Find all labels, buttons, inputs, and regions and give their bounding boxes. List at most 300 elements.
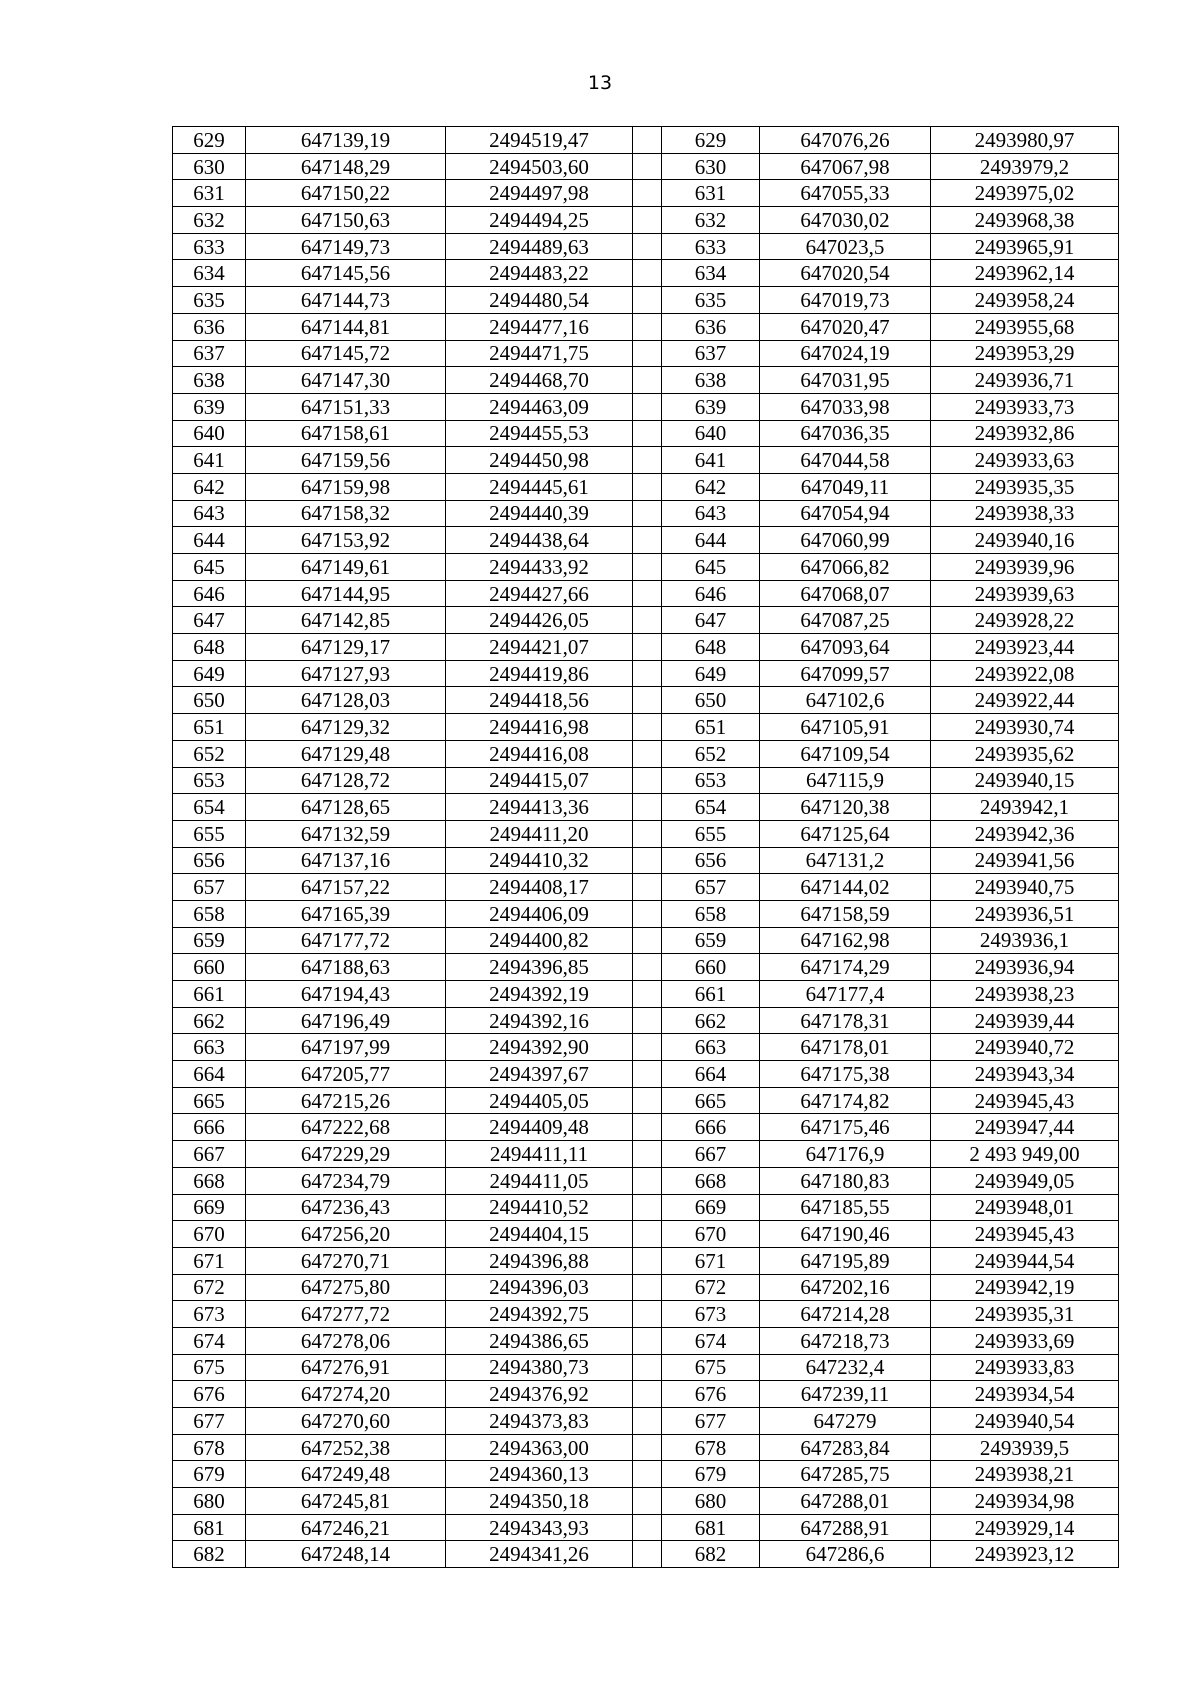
table-row bbox=[173, 580, 1119, 607]
table-row bbox=[173, 740, 1119, 767]
spacer-cell bbox=[633, 927, 662, 954]
spacer-cell bbox=[633, 527, 662, 554]
right-y-coordinate-cell: 2493934,98 bbox=[931, 1488, 1119, 1515]
left-point-number-cell: 635 bbox=[173, 287, 246, 314]
table-row bbox=[173, 1114, 1119, 1141]
left-x-coordinate-cell: 647128,65 bbox=[246, 794, 446, 821]
left-x-coordinate-cell: 647245,81 bbox=[246, 1488, 446, 1515]
left-point-number-cell: 646 bbox=[173, 580, 246, 607]
right-y-coordinate-cell: 2493933,63 bbox=[931, 447, 1119, 474]
right-point-number-cell: 656 bbox=[662, 847, 760, 874]
left-y-coordinate-cell: 2494396,85 bbox=[446, 954, 633, 981]
spacer-cell bbox=[633, 687, 662, 714]
left-x-coordinate-cell: 647127,93 bbox=[246, 660, 446, 687]
right-point-number-cell: 638 bbox=[662, 367, 760, 394]
table-row bbox=[173, 1327, 1119, 1354]
right-x-coordinate-cell: 647033,98 bbox=[760, 393, 931, 420]
left-x-coordinate-cell: 647159,56 bbox=[246, 447, 446, 474]
table-row bbox=[173, 527, 1119, 554]
table-row bbox=[173, 1087, 1119, 1114]
left-point-number-cell: 661 bbox=[173, 981, 246, 1008]
table-row bbox=[173, 1381, 1119, 1408]
right-point-number-cell: 669 bbox=[662, 1194, 760, 1221]
left-x-coordinate-cell: 647249,48 bbox=[246, 1461, 446, 1488]
left-x-coordinate-cell: 647196,49 bbox=[246, 1007, 446, 1034]
right-x-coordinate-cell: 647218,73 bbox=[760, 1327, 931, 1354]
right-x-coordinate-cell: 647195,89 bbox=[760, 1247, 931, 1274]
left-y-coordinate-cell: 2494489,63 bbox=[446, 233, 633, 260]
left-y-coordinate-cell: 2494480,54 bbox=[446, 287, 633, 314]
right-x-coordinate-cell: 647054,94 bbox=[760, 500, 931, 527]
left-y-coordinate-cell: 2494411,05 bbox=[446, 1167, 633, 1194]
right-y-coordinate-cell: 2493940,15 bbox=[931, 767, 1119, 794]
right-x-coordinate-cell: 647131,2 bbox=[760, 847, 931, 874]
spacer-cell bbox=[633, 1034, 662, 1061]
left-y-coordinate-cell: 2494392,19 bbox=[446, 981, 633, 1008]
right-y-coordinate-cell: 2493965,91 bbox=[931, 233, 1119, 260]
right-point-number-cell: 630 bbox=[662, 153, 760, 180]
spacer-cell bbox=[633, 740, 662, 767]
right-y-coordinate-cell: 2493940,75 bbox=[931, 874, 1119, 901]
spacer-cell bbox=[633, 500, 662, 527]
left-point-number-cell: 657 bbox=[173, 874, 246, 901]
left-x-coordinate-cell: 647129,48 bbox=[246, 740, 446, 767]
right-y-coordinate-cell: 2493933,73 bbox=[931, 393, 1119, 420]
table-row bbox=[173, 794, 1119, 821]
right-x-coordinate-cell: 647105,91 bbox=[760, 714, 931, 741]
right-x-coordinate-cell: 647239,11 bbox=[760, 1381, 931, 1408]
right-point-number-cell: 647 bbox=[662, 607, 760, 634]
right-x-coordinate-cell: 647030,02 bbox=[760, 207, 931, 234]
right-x-coordinate-cell: 647125,64 bbox=[760, 820, 931, 847]
right-x-coordinate-cell: 647176,9 bbox=[760, 1141, 931, 1168]
right-x-coordinate-cell: 647068,07 bbox=[760, 580, 931, 607]
left-y-coordinate-cell: 2494408,17 bbox=[446, 874, 633, 901]
right-x-coordinate-cell: 647036,35 bbox=[760, 420, 931, 447]
right-point-number-cell: 649 bbox=[662, 660, 760, 687]
right-x-coordinate-cell: 647023,5 bbox=[760, 233, 931, 260]
left-y-coordinate-cell: 2494343,93 bbox=[446, 1514, 633, 1541]
left-x-coordinate-cell: 647205,77 bbox=[246, 1061, 446, 1088]
right-y-coordinate-cell: 2493940,16 bbox=[931, 527, 1119, 554]
spacer-cell bbox=[633, 1541, 662, 1568]
right-y-coordinate-cell: 2493936,1 bbox=[931, 927, 1119, 954]
table-row bbox=[173, 1434, 1119, 1461]
left-point-number-cell: 664 bbox=[173, 1061, 246, 1088]
right-y-coordinate-cell: 2493936,51 bbox=[931, 900, 1119, 927]
right-y-coordinate-cell: 2493932,86 bbox=[931, 420, 1119, 447]
left-y-coordinate-cell: 2494419,86 bbox=[446, 660, 633, 687]
table-row bbox=[173, 127, 1119, 154]
left-x-coordinate-cell: 647128,03 bbox=[246, 687, 446, 714]
left-y-coordinate-cell: 2494421,07 bbox=[446, 634, 633, 661]
right-y-coordinate-cell: 2493940,54 bbox=[931, 1408, 1119, 1435]
table-row bbox=[173, 954, 1119, 981]
table-row bbox=[173, 660, 1119, 687]
left-y-coordinate-cell: 2494463,09 bbox=[446, 393, 633, 420]
table-row bbox=[173, 1408, 1119, 1435]
right-point-number-cell: 629 bbox=[662, 127, 760, 154]
table-row bbox=[173, 447, 1119, 474]
right-x-coordinate-cell: 647180,83 bbox=[760, 1167, 931, 1194]
right-x-coordinate-cell: 647076,26 bbox=[760, 127, 931, 154]
left-point-number-cell: 662 bbox=[173, 1007, 246, 1034]
right-point-number-cell: 639 bbox=[662, 393, 760, 420]
left-x-coordinate-cell: 647144,73 bbox=[246, 287, 446, 314]
left-x-coordinate-cell: 647157,22 bbox=[246, 874, 446, 901]
left-x-coordinate-cell: 647158,61 bbox=[246, 420, 446, 447]
left-point-number-cell: 653 bbox=[173, 767, 246, 794]
spacer-cell bbox=[633, 874, 662, 901]
left-point-number-cell: 629 bbox=[173, 127, 246, 154]
right-x-coordinate-cell: 647178,01 bbox=[760, 1034, 931, 1061]
right-x-coordinate-cell: 647232,4 bbox=[760, 1354, 931, 1381]
right-point-number-cell: 643 bbox=[662, 500, 760, 527]
spacer-cell bbox=[633, 1061, 662, 1088]
right-y-coordinate-cell: 2493935,31 bbox=[931, 1301, 1119, 1328]
left-y-coordinate-cell: 2494450,98 bbox=[446, 447, 633, 474]
right-point-number-cell: 648 bbox=[662, 634, 760, 661]
left-point-number-cell: 674 bbox=[173, 1327, 246, 1354]
right-x-coordinate-cell: 647174,82 bbox=[760, 1087, 931, 1114]
right-point-number-cell: 664 bbox=[662, 1061, 760, 1088]
left-x-coordinate-cell: 647194,43 bbox=[246, 981, 446, 1008]
table-row bbox=[173, 981, 1119, 1008]
right-y-coordinate-cell: 2493922,08 bbox=[931, 660, 1119, 687]
left-y-coordinate-cell: 2494418,56 bbox=[446, 687, 633, 714]
right-x-coordinate-cell: 647120,38 bbox=[760, 794, 931, 821]
left-x-coordinate-cell: 647153,92 bbox=[246, 527, 446, 554]
right-point-number-cell: 650 bbox=[662, 687, 760, 714]
table-row bbox=[173, 1488, 1119, 1515]
right-point-number-cell: 655 bbox=[662, 820, 760, 847]
right-y-coordinate-cell: 2493949,05 bbox=[931, 1167, 1119, 1194]
right-point-number-cell: 653 bbox=[662, 767, 760, 794]
left-point-number-cell: 660 bbox=[173, 954, 246, 981]
spacer-cell bbox=[633, 1167, 662, 1194]
left-y-coordinate-cell: 2494438,64 bbox=[446, 527, 633, 554]
left-point-number-cell: 677 bbox=[173, 1408, 246, 1435]
table-row bbox=[173, 1301, 1119, 1328]
right-point-number-cell: 663 bbox=[662, 1034, 760, 1061]
right-x-coordinate-cell: 647177,4 bbox=[760, 981, 931, 1008]
right-point-number-cell: 671 bbox=[662, 1247, 760, 1274]
left-point-number-cell: 632 bbox=[173, 207, 246, 234]
left-x-coordinate-cell: 647151,33 bbox=[246, 393, 446, 420]
left-y-coordinate-cell: 2494392,90 bbox=[446, 1034, 633, 1061]
table-row bbox=[173, 260, 1119, 287]
spacer-cell bbox=[633, 1114, 662, 1141]
left-x-coordinate-cell: 647129,17 bbox=[246, 634, 446, 661]
right-x-coordinate-cell: 647019,73 bbox=[760, 287, 931, 314]
spacer-cell bbox=[633, 820, 662, 847]
left-point-number-cell: 652 bbox=[173, 740, 246, 767]
left-y-coordinate-cell: 2494445,61 bbox=[446, 473, 633, 500]
left-point-number-cell: 671 bbox=[173, 1247, 246, 1274]
right-y-coordinate-cell: 2 493 949,00 bbox=[931, 1141, 1119, 1168]
left-x-coordinate-cell: 647188,63 bbox=[246, 954, 446, 981]
table-row bbox=[173, 207, 1119, 234]
left-x-coordinate-cell: 647277,72 bbox=[246, 1301, 446, 1328]
right-y-coordinate-cell: 2493979,2 bbox=[931, 153, 1119, 180]
left-y-coordinate-cell: 2494416,98 bbox=[446, 714, 633, 741]
left-y-coordinate-cell: 2494468,70 bbox=[446, 367, 633, 394]
spacer-cell bbox=[633, 981, 662, 1008]
table-row bbox=[173, 927, 1119, 954]
right-point-number-cell: 666 bbox=[662, 1114, 760, 1141]
left-y-coordinate-cell: 2494386,65 bbox=[446, 1327, 633, 1354]
right-point-number-cell: 660 bbox=[662, 954, 760, 981]
right-x-coordinate-cell: 647288,01 bbox=[760, 1488, 931, 1515]
right-point-number-cell: 642 bbox=[662, 473, 760, 500]
left-y-coordinate-cell: 2494455,53 bbox=[446, 420, 633, 447]
right-point-number-cell: 661 bbox=[662, 981, 760, 1008]
right-y-coordinate-cell: 2493975,02 bbox=[931, 180, 1119, 207]
coordinates-table-body bbox=[173, 127, 1119, 1568]
spacer-cell bbox=[633, 1247, 662, 1274]
left-y-coordinate-cell: 2494411,20 bbox=[446, 820, 633, 847]
right-point-number-cell: 670 bbox=[662, 1221, 760, 1248]
table-row bbox=[173, 1461, 1119, 1488]
right-y-coordinate-cell: 2493942,36 bbox=[931, 820, 1119, 847]
spacer-cell bbox=[633, 767, 662, 794]
left-y-coordinate-cell: 2494519,47 bbox=[446, 127, 633, 154]
left-point-number-cell: 666 bbox=[173, 1114, 246, 1141]
right-y-coordinate-cell: 2493935,62 bbox=[931, 740, 1119, 767]
left-x-coordinate-cell: 647215,26 bbox=[246, 1087, 446, 1114]
spacer-cell bbox=[633, 1194, 662, 1221]
left-y-coordinate-cell: 2494350,18 bbox=[446, 1488, 633, 1515]
right-y-coordinate-cell: 2493936,94 bbox=[931, 954, 1119, 981]
right-y-coordinate-cell: 2493935,35 bbox=[931, 473, 1119, 500]
right-y-coordinate-cell: 2493945,43 bbox=[931, 1221, 1119, 1248]
left-y-coordinate-cell: 2494405,05 bbox=[446, 1087, 633, 1114]
right-point-number-cell: 633 bbox=[662, 233, 760, 260]
right-y-coordinate-cell: 2493980,97 bbox=[931, 127, 1119, 154]
right-y-coordinate-cell: 2493930,74 bbox=[931, 714, 1119, 741]
right-x-coordinate-cell: 647158,59 bbox=[760, 900, 931, 927]
table-row bbox=[173, 874, 1119, 901]
left-y-coordinate-cell: 2494341,26 bbox=[446, 1541, 633, 1568]
table-row bbox=[173, 153, 1119, 180]
left-point-number-cell: 637 bbox=[173, 340, 246, 367]
left-x-coordinate-cell: 647158,32 bbox=[246, 500, 446, 527]
spacer-cell bbox=[633, 1007, 662, 1034]
right-x-coordinate-cell: 647067,98 bbox=[760, 153, 931, 180]
right-point-number-cell: 658 bbox=[662, 900, 760, 927]
left-y-coordinate-cell: 2494400,82 bbox=[446, 927, 633, 954]
right-point-number-cell: 635 bbox=[662, 287, 760, 314]
left-x-coordinate-cell: 647252,38 bbox=[246, 1434, 446, 1461]
right-point-number-cell: 644 bbox=[662, 527, 760, 554]
right-x-coordinate-cell: 647066,82 bbox=[760, 554, 931, 581]
left-point-number-cell: 669 bbox=[173, 1194, 246, 1221]
right-point-number-cell: 634 bbox=[662, 260, 760, 287]
left-y-coordinate-cell: 2494392,16 bbox=[446, 1007, 633, 1034]
table-row bbox=[173, 1141, 1119, 1168]
left-point-number-cell: 647 bbox=[173, 607, 246, 634]
spacer-cell bbox=[633, 420, 662, 447]
left-x-coordinate-cell: 647278,06 bbox=[246, 1327, 446, 1354]
spacer-cell bbox=[633, 714, 662, 741]
left-point-number-cell: 631 bbox=[173, 180, 246, 207]
left-y-coordinate-cell: 2494427,66 bbox=[446, 580, 633, 607]
left-x-coordinate-cell: 647149,73 bbox=[246, 233, 446, 260]
spacer-cell bbox=[633, 1488, 662, 1515]
left-point-number-cell: 655 bbox=[173, 820, 246, 847]
left-y-coordinate-cell: 2494363,00 bbox=[446, 1434, 633, 1461]
right-point-number-cell: 636 bbox=[662, 313, 760, 340]
table-row bbox=[173, 1034, 1119, 1061]
left-point-number-cell: 638 bbox=[173, 367, 246, 394]
right-y-coordinate-cell: 2493939,44 bbox=[931, 1007, 1119, 1034]
right-y-coordinate-cell: 2493938,21 bbox=[931, 1461, 1119, 1488]
left-point-number-cell: 678 bbox=[173, 1434, 246, 1461]
spacer-cell bbox=[633, 260, 662, 287]
table-row bbox=[173, 1514, 1119, 1541]
spacer-cell bbox=[633, 1087, 662, 1114]
right-y-coordinate-cell: 2493962,14 bbox=[931, 260, 1119, 287]
right-y-coordinate-cell: 2493944,54 bbox=[931, 1247, 1119, 1274]
left-x-coordinate-cell: 647132,59 bbox=[246, 820, 446, 847]
spacer-cell bbox=[633, 1274, 662, 1301]
table-row bbox=[173, 820, 1119, 847]
right-x-coordinate-cell: 647020,54 bbox=[760, 260, 931, 287]
right-point-number-cell: 640 bbox=[662, 420, 760, 447]
right-point-number-cell: 662 bbox=[662, 1007, 760, 1034]
right-x-coordinate-cell: 647283,84 bbox=[760, 1434, 931, 1461]
left-x-coordinate-cell: 647142,85 bbox=[246, 607, 446, 634]
left-point-number-cell: 659 bbox=[173, 927, 246, 954]
spacer-cell bbox=[633, 954, 662, 981]
left-y-coordinate-cell: 2494440,39 bbox=[446, 500, 633, 527]
left-point-number-cell: 643 bbox=[173, 500, 246, 527]
right-x-coordinate-cell: 647099,57 bbox=[760, 660, 931, 687]
left-point-number-cell: 658 bbox=[173, 900, 246, 927]
left-x-coordinate-cell: 647177,72 bbox=[246, 927, 446, 954]
spacer-cell bbox=[633, 1354, 662, 1381]
right-x-coordinate-cell: 647288,91 bbox=[760, 1514, 931, 1541]
table-row bbox=[173, 1007, 1119, 1034]
right-point-number-cell: 673 bbox=[662, 1301, 760, 1328]
right-point-number-cell: 645 bbox=[662, 554, 760, 581]
left-x-coordinate-cell: 647159,98 bbox=[246, 473, 446, 500]
right-x-coordinate-cell: 647024,19 bbox=[760, 340, 931, 367]
left-point-number-cell: 682 bbox=[173, 1541, 246, 1568]
left-y-coordinate-cell: 2494503,60 bbox=[446, 153, 633, 180]
spacer-cell bbox=[633, 660, 662, 687]
left-point-number-cell: 679 bbox=[173, 1461, 246, 1488]
left-y-coordinate-cell: 2494477,16 bbox=[446, 313, 633, 340]
right-x-coordinate-cell: 647115,9 bbox=[760, 767, 931, 794]
right-y-coordinate-cell: 2493934,54 bbox=[931, 1381, 1119, 1408]
right-y-coordinate-cell: 2493942,19 bbox=[931, 1274, 1119, 1301]
left-y-coordinate-cell: 2494497,98 bbox=[446, 180, 633, 207]
right-y-coordinate-cell: 2493942,1 bbox=[931, 794, 1119, 821]
spacer-cell bbox=[633, 1461, 662, 1488]
left-y-coordinate-cell: 2494380,73 bbox=[446, 1354, 633, 1381]
right-point-number-cell: 675 bbox=[662, 1354, 760, 1381]
right-y-coordinate-cell: 2493943,34 bbox=[931, 1061, 1119, 1088]
spacer-cell bbox=[633, 1408, 662, 1435]
right-y-coordinate-cell: 2493940,72 bbox=[931, 1034, 1119, 1061]
right-point-number-cell: 646 bbox=[662, 580, 760, 607]
left-x-coordinate-cell: 647275,80 bbox=[246, 1274, 446, 1301]
page-number: 13 bbox=[587, 72, 613, 94]
table-row bbox=[173, 607, 1119, 634]
spacer-cell bbox=[633, 447, 662, 474]
right-point-number-cell: 676 bbox=[662, 1381, 760, 1408]
left-y-coordinate-cell: 2494471,75 bbox=[446, 340, 633, 367]
left-y-coordinate-cell: 2494426,05 bbox=[446, 607, 633, 634]
left-x-coordinate-cell: 647234,79 bbox=[246, 1167, 446, 1194]
left-point-number-cell: 673 bbox=[173, 1301, 246, 1328]
right-point-number-cell: 659 bbox=[662, 927, 760, 954]
right-y-coordinate-cell: 2493933,83 bbox=[931, 1354, 1119, 1381]
left-point-number-cell: 667 bbox=[173, 1141, 246, 1168]
left-x-coordinate-cell: 647148,29 bbox=[246, 153, 446, 180]
left-y-coordinate-cell: 2494413,36 bbox=[446, 794, 633, 821]
left-point-number-cell: 651 bbox=[173, 714, 246, 741]
left-y-coordinate-cell: 2494360,13 bbox=[446, 1461, 633, 1488]
left-x-coordinate-cell: 647236,43 bbox=[246, 1194, 446, 1221]
right-point-number-cell: 637 bbox=[662, 340, 760, 367]
right-point-number-cell: 665 bbox=[662, 1087, 760, 1114]
left-point-number-cell: 645 bbox=[173, 554, 246, 581]
right-point-number-cell: 672 bbox=[662, 1274, 760, 1301]
spacer-cell bbox=[633, 233, 662, 260]
left-point-number-cell: 642 bbox=[173, 473, 246, 500]
right-y-coordinate-cell: 2493955,68 bbox=[931, 313, 1119, 340]
table-row bbox=[173, 1061, 1119, 1088]
left-y-coordinate-cell: 2494410,52 bbox=[446, 1194, 633, 1221]
table-row bbox=[173, 767, 1119, 794]
table-row bbox=[173, 473, 1119, 500]
spacer-cell bbox=[633, 153, 662, 180]
right-x-coordinate-cell: 647109,54 bbox=[760, 740, 931, 767]
left-point-number-cell: 663 bbox=[173, 1034, 246, 1061]
table-row bbox=[173, 847, 1119, 874]
table-row bbox=[173, 287, 1119, 314]
spacer-cell bbox=[633, 1141, 662, 1168]
right-y-coordinate-cell: 2493968,38 bbox=[931, 207, 1119, 234]
spacer-cell bbox=[633, 1381, 662, 1408]
spacer-cell bbox=[633, 207, 662, 234]
left-y-coordinate-cell: 2494410,32 bbox=[446, 847, 633, 874]
left-point-number-cell: 676 bbox=[173, 1381, 246, 1408]
spacer-cell bbox=[633, 127, 662, 154]
right-x-coordinate-cell: 647093,64 bbox=[760, 634, 931, 661]
left-x-coordinate-cell: 647129,32 bbox=[246, 714, 446, 741]
right-point-number-cell: 651 bbox=[662, 714, 760, 741]
left-x-coordinate-cell: 647270,71 bbox=[246, 1247, 446, 1274]
right-point-number-cell: 631 bbox=[662, 180, 760, 207]
left-y-coordinate-cell: 2494373,83 bbox=[446, 1408, 633, 1435]
left-point-number-cell: 680 bbox=[173, 1488, 246, 1515]
spacer-cell bbox=[633, 634, 662, 661]
left-x-coordinate-cell: 647165,39 bbox=[246, 900, 446, 927]
left-x-coordinate-cell: 647248,14 bbox=[246, 1541, 446, 1568]
table-row bbox=[173, 420, 1119, 447]
left-y-coordinate-cell: 2494416,08 bbox=[446, 740, 633, 767]
left-point-number-cell: 672 bbox=[173, 1274, 246, 1301]
right-y-coordinate-cell: 2493948,01 bbox=[931, 1194, 1119, 1221]
right-x-coordinate-cell: 647060,99 bbox=[760, 527, 931, 554]
left-point-number-cell: 648 bbox=[173, 634, 246, 661]
right-y-coordinate-cell: 2493938,23 bbox=[931, 981, 1119, 1008]
left-point-number-cell: 650 bbox=[173, 687, 246, 714]
table-row bbox=[173, 393, 1119, 420]
